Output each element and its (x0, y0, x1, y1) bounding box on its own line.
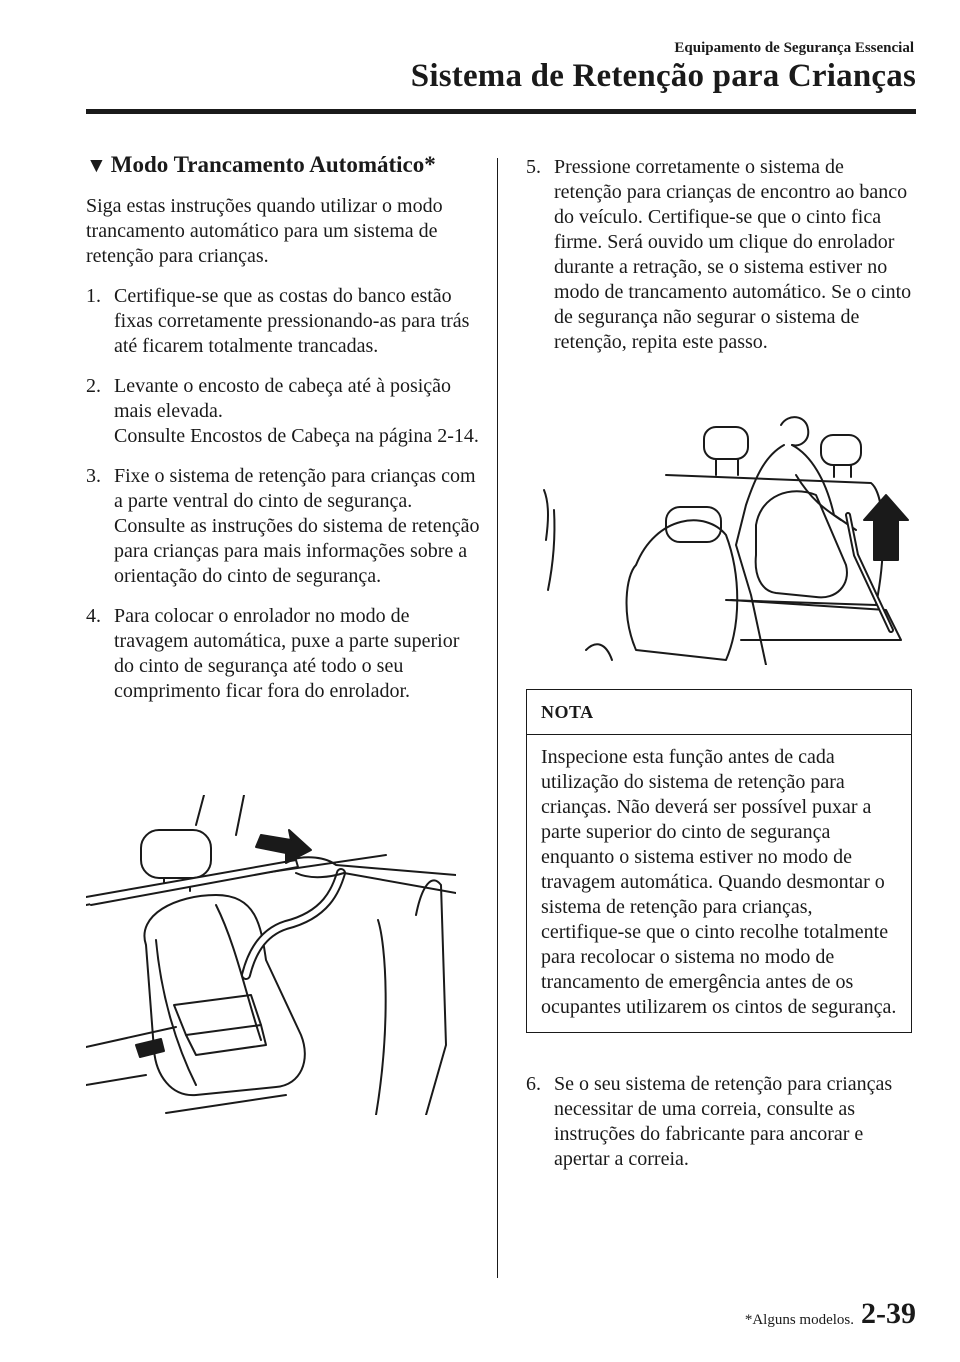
step-6 (526, 1072, 916, 1172)
step-text: Se o seu sistema de retenção para crianças necessitar de uma correia, consulte as instruções do fabricante para ancorar e apertar a correia. (554, 1073, 893, 1170)
step-2 (86, 374, 481, 449)
child-seat-belt-pull-illustration (86, 795, 456, 1115)
header-rule (86, 109, 916, 114)
left-column (86, 152, 481, 719)
page-number: 2-39 (861, 1297, 916, 1330)
press-child-seat-illustration (526, 415, 916, 665)
step-text: Para colocar o enrolador no modo de travagem automática, puxe a parte superior do cinto de segurança até todo o seu comprimento ficar fora do enrolador. (114, 605, 460, 702)
chapter-kicker: Equipamento de Segurança Essencial (674, 40, 914, 56)
column-divider (497, 158, 498, 1278)
step-number: 2. (86, 375, 101, 397)
step-text: Levante o encosto de cabeça até à posição mais elevada. (114, 375, 452, 422)
step-text: Fixe o sistema de retenção para crianças com a parte ventral do cinto de segurança. Consulte as instruções do sistema de retenção para crianças para mais informações sobre a orientação do cinto de segurança. (114, 465, 480, 587)
step-5 (526, 155, 916, 355)
chapter-title: Sistema de Retenção para Crianças (410, 58, 916, 94)
step-4 (86, 604, 481, 704)
step-number: 4. (86, 605, 101, 627)
step-number: 1. (86, 285, 101, 307)
footnote: *Alguns modelos. (744, 1312, 854, 1328)
triangle-marker-icon: ▼ (86, 153, 107, 177)
step-text: Certifique-se que as costas do banco estão fixas corretamente pressionando-as para trás até ficarem totalmente trancadas. (114, 285, 470, 357)
step-number: 5. (526, 156, 541, 178)
section-title (86, 152, 481, 178)
step-3 (86, 464, 481, 589)
right-column (526, 155, 916, 370)
intro-paragraph: Siga estas instruções quando utilizar o modo trancamento automático para um sistema de retenção para crianças. (86, 195, 443, 267)
step-number: 3. (86, 465, 101, 487)
note-heading: NOTA (527, 690, 911, 735)
section-title-text: Modo Trancamento Automático* (110, 152, 436, 177)
step-reference: Consulte Encostos de Cabeça na página 2-14. (114, 425, 479, 447)
step-1 (86, 284, 481, 359)
step-6-container (526, 1072, 916, 1187)
step-number: 6. (526, 1073, 541, 1095)
note-box (526, 689, 912, 1033)
note-body: Inspecione esta função antes de cada utilização do sistema de retenção para crianças. Não deverá ser possível puxar a parte superior do cinto de segurança enquanto o sistema estiver no modo de travagem automática. Quando desmontar o sistema de retenção para crianças, certifique-se que o cinto recolhe totalmente para recolocar o sistema no modo de trancamento de emergência antes de os ocupantes utilizarem os cintos de segurança. (541, 746, 897, 1018)
step-text: Pressione corretamente o sistema de retenção para crianças de encontro ao banco do veículo. Certifique-se que o cinto fica firme. Será ouvido um clique do enrolador durante a retração, se o sistema estiver no modo de trancamento automático. Se o cinto de segurança não segurar o sistema de retenção, repita este passo. (554, 156, 912, 353)
